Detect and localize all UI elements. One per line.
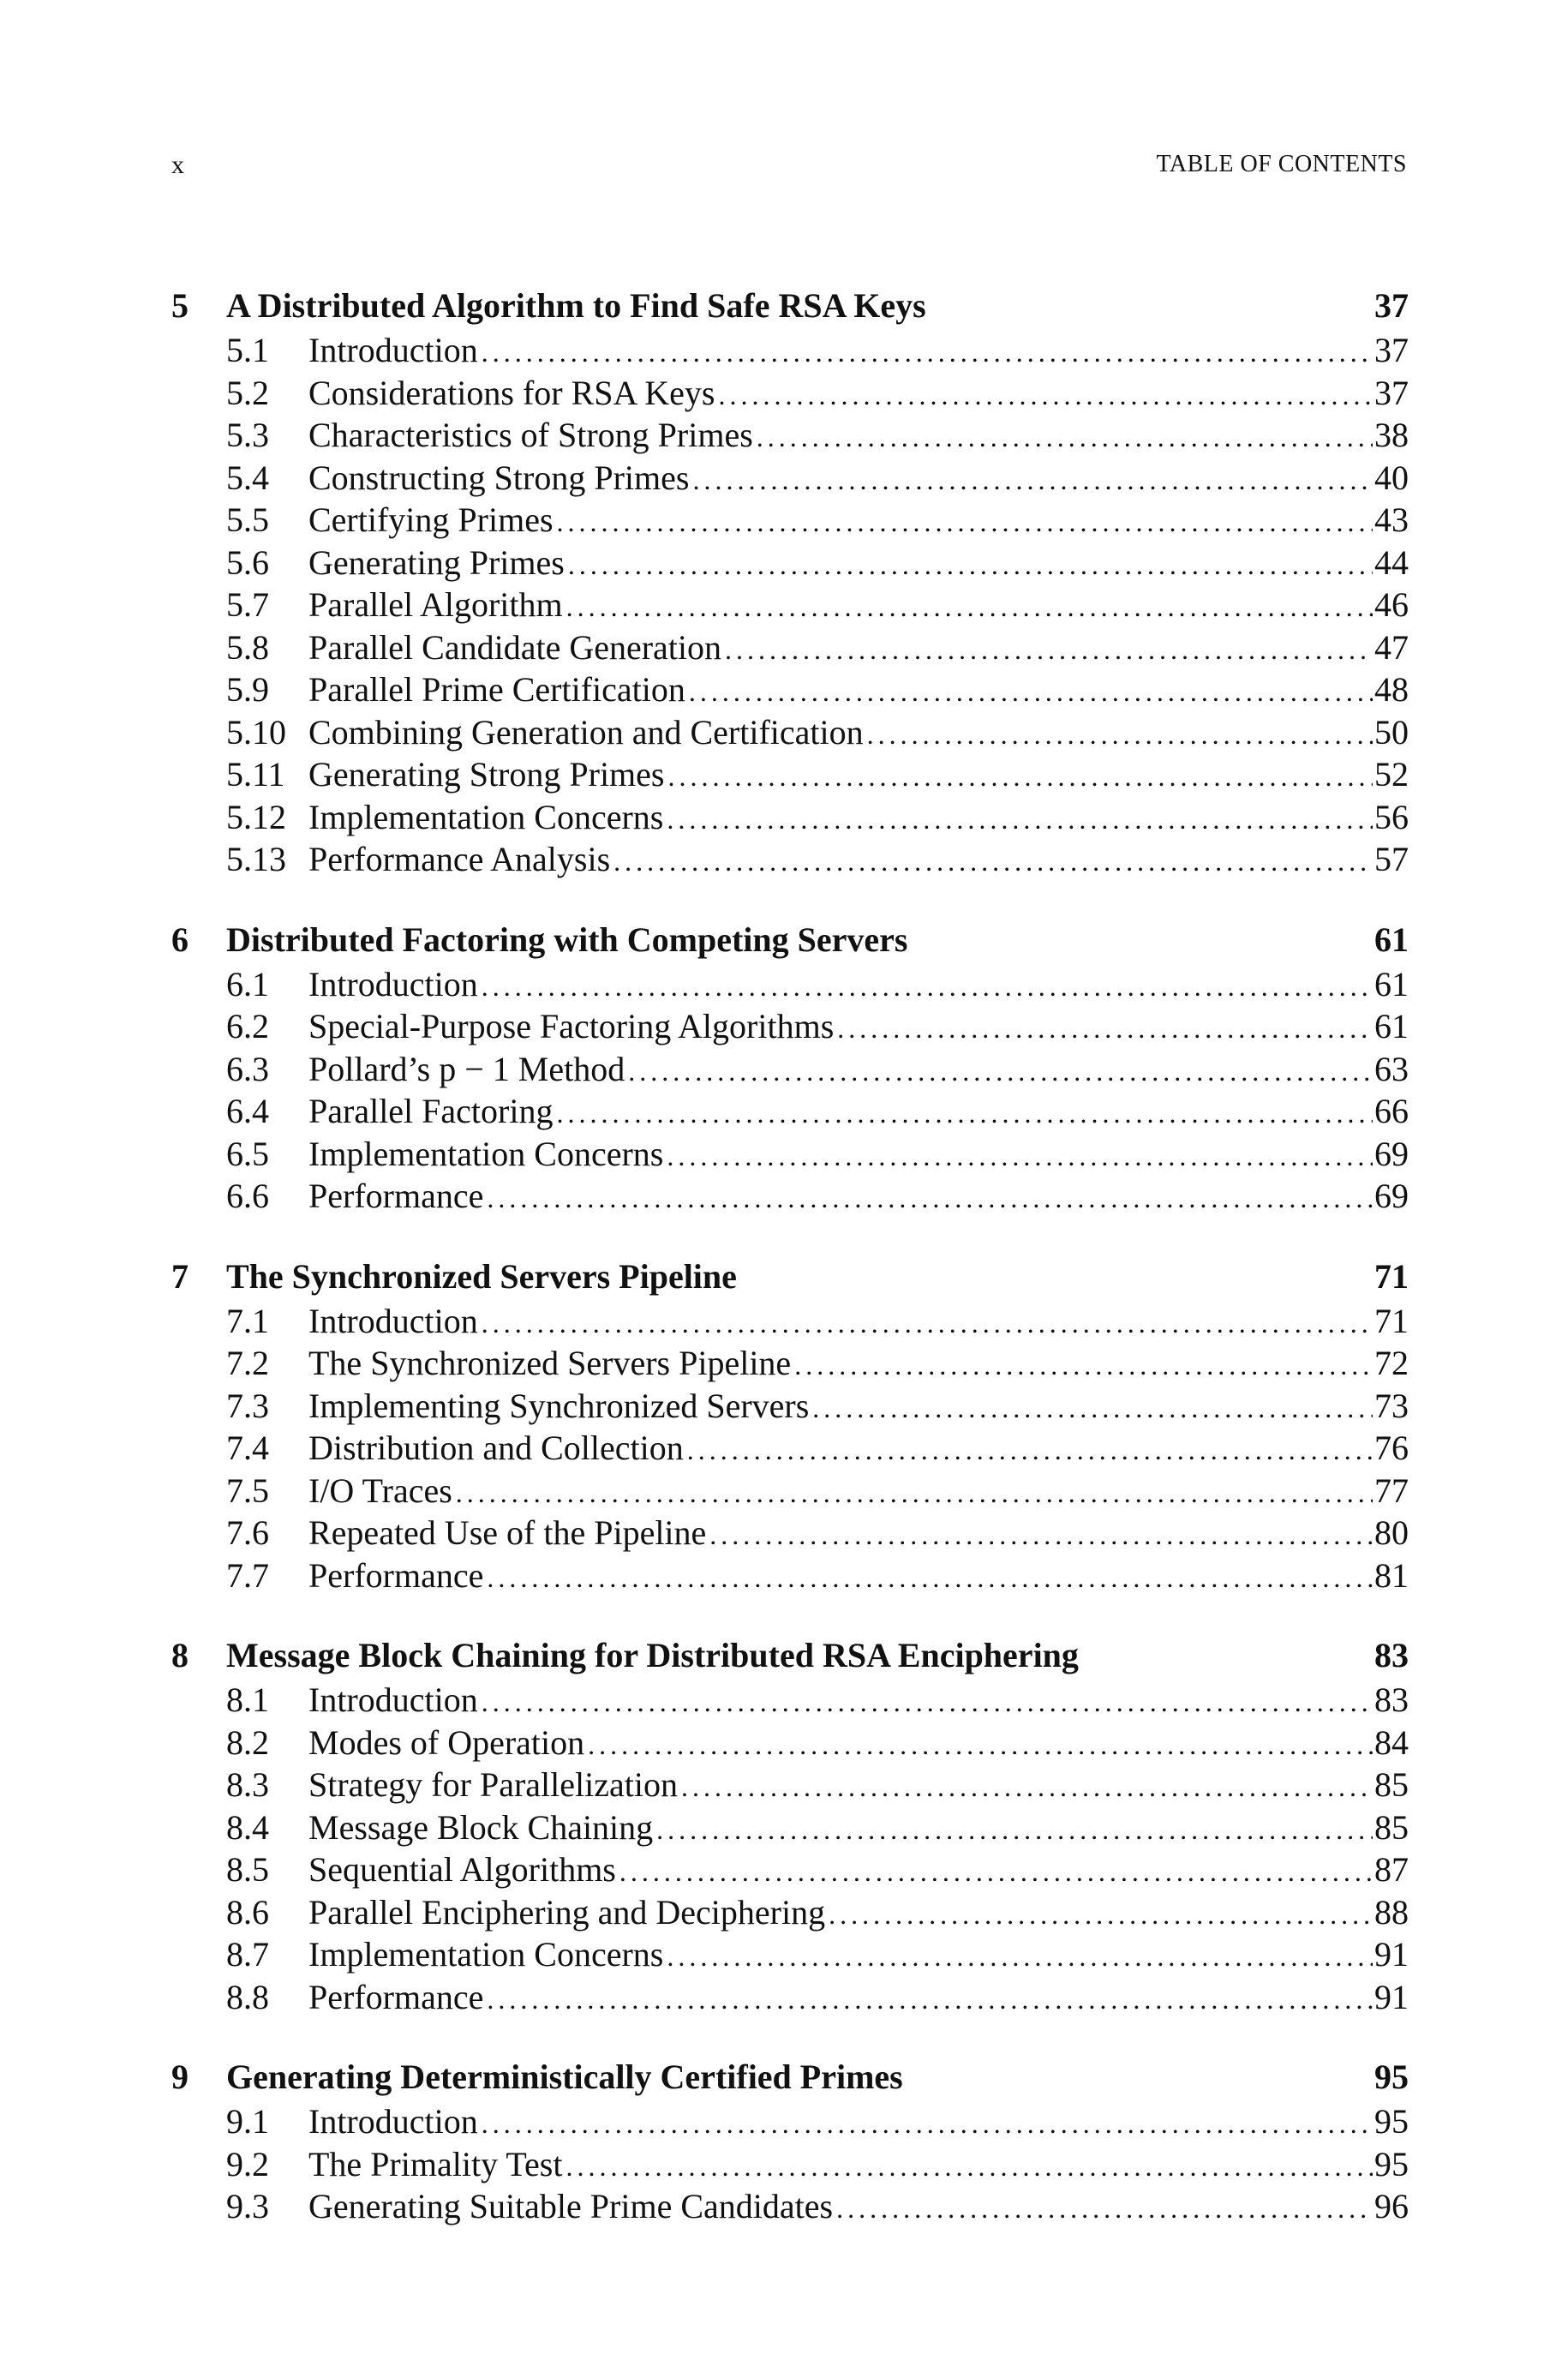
chapter-page-number: 61 xyxy=(1374,919,1409,959)
section-page-number: 87 xyxy=(1374,1850,1409,1889)
dot-leader xyxy=(482,1303,1373,1345)
section-number: 8.5 xyxy=(226,1850,269,1889)
section-title: Modes of Operation xyxy=(308,1722,585,1762)
dot-leader xyxy=(667,799,1373,842)
section-title: Distribution and Collection xyxy=(308,1429,684,1467)
toc-entry[interactable] xyxy=(171,1554,1409,1597)
section-number: 6.5 xyxy=(226,1134,269,1173)
section-title: Performance xyxy=(308,1177,484,1215)
section-number: 5.5 xyxy=(226,500,269,539)
dot-leader xyxy=(482,332,1373,374)
section-number: 8.7 xyxy=(226,1935,269,1974)
chapter-title: Distributed Factoring with Competing Servers xyxy=(226,919,908,959)
dot-leader xyxy=(487,1177,1373,1220)
section-page-number: 63 xyxy=(1374,1049,1409,1088)
chapter-heading[interactable] xyxy=(171,1632,1409,1679)
section-page-number: 47 xyxy=(1374,627,1409,667)
section-number: 7.1 xyxy=(226,1301,269,1340)
section-title: Introduction xyxy=(308,1301,478,1340)
toc-entry[interactable] xyxy=(171,668,1409,711)
chapter-number: 9 xyxy=(171,2058,189,2096)
section-title: Introduction xyxy=(308,1680,478,1719)
section-number: 7.4 xyxy=(226,1429,269,1467)
chapter-heading[interactable] xyxy=(171,1254,1409,1300)
section-page-number: 72 xyxy=(1374,1344,1409,1382)
chapter-block xyxy=(171,283,1409,881)
section-number: 6.4 xyxy=(226,1092,269,1130)
section-page-number: 88 xyxy=(1374,1892,1409,1932)
section-number: 6.1 xyxy=(226,964,269,1003)
toc-entry[interactable] xyxy=(171,1470,1409,1512)
chapter-page-number: 37 xyxy=(1374,286,1409,325)
section-number: 5.2 xyxy=(226,373,269,412)
toc-entry[interactable] xyxy=(171,1976,1409,2019)
toc-entry[interactable] xyxy=(171,1722,1409,1764)
dot-leader xyxy=(487,1557,1373,1600)
toc-entry[interactable] xyxy=(171,329,1409,372)
chapter-page-number: 95 xyxy=(1374,2058,1409,2096)
chapter-block xyxy=(171,1254,1409,1597)
toc-entry[interactable] xyxy=(171,753,1409,796)
section-number: 7.5 xyxy=(226,1471,269,1510)
section-title: Implementation Concerns xyxy=(308,1134,664,1173)
section-title: Certifying Primes xyxy=(308,500,554,539)
section-title: Introduction xyxy=(308,331,478,369)
chapter-heading[interactable] xyxy=(171,2054,1409,2100)
section-number: 6.2 xyxy=(226,1007,269,1045)
section-number: 8.3 xyxy=(226,1765,269,1804)
section-title: Parallel Algorithm xyxy=(308,585,563,624)
chapter-block xyxy=(171,2054,1409,2228)
dot-leader xyxy=(667,1135,1373,1178)
dot-leader xyxy=(556,1093,1373,1135)
dot-leader xyxy=(588,1724,1373,1767)
section-page-number: 96 xyxy=(1374,2187,1409,2225)
section-number: 5.7 xyxy=(226,585,269,624)
dot-leader xyxy=(757,416,1373,459)
section-number: 6.6 xyxy=(226,1177,269,1215)
toc-entry[interactable] xyxy=(171,372,1409,415)
toc-entry[interactable] xyxy=(171,542,1409,584)
dot-leader xyxy=(613,841,1373,884)
section-number: 7.7 xyxy=(226,1555,269,1595)
chapter-title: Generating Deterministically Certified Primes xyxy=(226,2058,903,2096)
dot-leader xyxy=(487,1979,1373,2022)
dot-leader xyxy=(619,1851,1373,1894)
section-page-number: 57 xyxy=(1374,840,1409,878)
section-page-number: 69 xyxy=(1374,1177,1409,1215)
toc-entry[interactable] xyxy=(171,838,1409,881)
section-title: Performance Analysis xyxy=(308,840,611,878)
chapter-block xyxy=(171,1632,1409,2018)
dot-leader xyxy=(812,1387,1373,1430)
dot-leader xyxy=(837,1008,1373,1051)
dot-leader xyxy=(829,1894,1373,1937)
section-title: Parallel Candidate Generation xyxy=(308,627,722,667)
section-title: Combining Generation and Certification xyxy=(308,712,864,752)
section-number: 6.3 xyxy=(226,1049,269,1088)
section-page-number: 84 xyxy=(1374,1722,1409,1762)
dot-leader xyxy=(482,1681,1373,1724)
dot-leader xyxy=(667,1936,1373,1979)
chapter-number: 7 xyxy=(171,1256,189,1296)
section-page-number: 85 xyxy=(1374,1807,1409,1847)
chapter-title: Message Block Chaining for Distributed RSA Enciphering xyxy=(226,1636,1079,1674)
dot-leader xyxy=(566,2146,1373,2189)
toc-entry[interactable] xyxy=(171,1933,1409,1976)
section-number: 9.2 xyxy=(226,2144,269,2183)
section-number: 7.2 xyxy=(226,1344,269,1382)
section-title: Characteristics of Strong Primes xyxy=(308,416,753,454)
section-number: 8.8 xyxy=(226,1977,269,2016)
section-page-number: 69 xyxy=(1374,1134,1409,1173)
section-page-number: 81 xyxy=(1374,1555,1409,1595)
section-number: 7.6 xyxy=(226,1513,269,1552)
section-title: Special-Purpose Factoring Algorithms xyxy=(308,1007,835,1045)
section-number: 5.3 xyxy=(226,416,269,454)
section-title: I/O Traces xyxy=(308,1471,452,1510)
section-title: The Synchronized Servers Pipeline xyxy=(308,1344,792,1382)
section-title: Parallel Factoring xyxy=(308,1092,554,1130)
section-number: 7.3 xyxy=(226,1386,269,1425)
section-title: Parallel Prime Certification xyxy=(308,670,685,709)
section-title: The Primality Test xyxy=(308,2144,563,2183)
section-title: Sequential Algorithms xyxy=(308,1850,616,1889)
dot-leader xyxy=(718,374,1373,417)
toc-entry[interactable] xyxy=(171,1300,1409,1343)
section-page-number: 85 xyxy=(1374,1765,1409,1804)
dot-leader xyxy=(709,1514,1373,1557)
section-page-number: 37 xyxy=(1374,331,1409,369)
section-title: Implementing Synchronized Servers xyxy=(308,1386,810,1425)
chapter-heading[interactable] xyxy=(171,283,1409,329)
toc-entry[interactable] xyxy=(171,499,1409,542)
dot-leader xyxy=(725,629,1373,672)
dot-leader xyxy=(794,1345,1373,1387)
section-title: Pollard’s p − 1 Method xyxy=(308,1049,625,1088)
section-number: 5.4 xyxy=(226,458,269,497)
toc-entry[interactable] xyxy=(171,1090,1409,1133)
dot-leader xyxy=(656,1809,1373,1852)
section-number: 8.4 xyxy=(226,1807,269,1847)
toc-entry[interactable] xyxy=(171,2100,1409,2143)
section-title: Repeated Use of the Pipeline xyxy=(308,1513,707,1552)
dot-leader xyxy=(687,1429,1373,1472)
chapter-title: A Distributed Algorithm to Find Safe RSA Keys xyxy=(226,286,926,325)
running-head: TABLE OF CONTENTS xyxy=(1156,151,1407,177)
section-page-number: 76 xyxy=(1374,1429,1409,1467)
dot-leader xyxy=(681,1766,1373,1809)
section-page-number: 66 xyxy=(1374,1092,1409,1130)
section-page-number: 44 xyxy=(1374,542,1409,582)
toc-entry[interactable] xyxy=(171,1679,1409,1722)
dot-leader xyxy=(482,2103,1373,2146)
section-page-number: 91 xyxy=(1374,1977,1409,2016)
section-number: 5.6 xyxy=(226,542,269,582)
section-title: Implementation Concerns xyxy=(308,1935,664,1974)
section-page-number: 71 xyxy=(1374,1301,1409,1340)
chapter-number: 8 xyxy=(171,1636,189,1674)
chapter-heading[interactable] xyxy=(171,917,1409,963)
section-number: 5.9 xyxy=(226,670,269,709)
chapter-page-number: 83 xyxy=(1374,1636,1409,1674)
section-page-number: 43 xyxy=(1374,500,1409,539)
toc-entry[interactable] xyxy=(171,414,1409,457)
dot-leader xyxy=(689,671,1373,714)
section-page-number: 95 xyxy=(1374,2144,1409,2183)
chapter-block xyxy=(171,917,1409,1218)
chapter-title: The Synchronized Servers Pipeline xyxy=(226,1256,737,1296)
section-title: Performance xyxy=(308,1555,484,1595)
toc-entry[interactable] xyxy=(171,796,1409,839)
toc-entry[interactable] xyxy=(171,1806,1409,1849)
section-title: Strategy for Parallelization xyxy=(308,1765,678,1804)
section-number: 5.12 xyxy=(226,797,286,836)
section-title: Message Block Chaining xyxy=(308,1807,654,1847)
toc-entry[interactable] xyxy=(171,2143,1409,2186)
toc-entry[interactable] xyxy=(171,1005,1409,1048)
section-title: Generating Suitable Prime Candidates xyxy=(308,2187,834,2225)
section-page-number: 91 xyxy=(1374,1935,1409,1974)
section-title: Introduction xyxy=(308,964,478,1003)
dot-leader xyxy=(456,1472,1373,1515)
section-page-number: 38 xyxy=(1374,416,1409,454)
dot-leader xyxy=(568,544,1373,587)
table-of-contents xyxy=(171,283,1409,2264)
section-page-number: 48 xyxy=(1374,670,1409,709)
section-page-number: 52 xyxy=(1374,755,1409,794)
section-page-number: 40 xyxy=(1374,458,1409,497)
section-page-number: 50 xyxy=(1374,712,1409,752)
section-page-number: 56 xyxy=(1374,797,1409,836)
section-page-number: 61 xyxy=(1374,1007,1409,1045)
section-page-number: 46 xyxy=(1374,585,1409,624)
section-title: Implementation Concerns xyxy=(308,797,664,836)
toc-entry[interactable] xyxy=(171,1512,1409,1554)
toc-entry[interactable] xyxy=(171,1385,1409,1428)
section-number: 8.1 xyxy=(226,1680,269,1719)
chapter-number: 5 xyxy=(171,286,189,325)
section-number: 8.6 xyxy=(226,1892,269,1932)
section-page-number: 37 xyxy=(1374,373,1409,412)
section-page-number: 80 xyxy=(1374,1513,1409,1552)
section-number: 9.1 xyxy=(226,2102,269,2141)
section-title: Generating Strong Primes xyxy=(308,755,665,794)
toc-entry[interactable] xyxy=(171,1175,1409,1218)
toc-entry[interactable] xyxy=(171,1342,1409,1385)
section-number: 5.1 xyxy=(226,331,269,369)
section-page-number: 77 xyxy=(1374,1471,1409,1510)
toc-entry[interactable] xyxy=(171,711,1409,754)
section-number: 8.2 xyxy=(226,1722,269,1762)
chapter-number: 6 xyxy=(171,919,189,959)
dot-leader xyxy=(557,501,1373,544)
section-page-number: 83 xyxy=(1374,1680,1409,1719)
section-page-number: 73 xyxy=(1374,1386,1409,1425)
section-title: Introduction xyxy=(308,2102,478,2141)
page-number: x xyxy=(171,151,184,179)
section-page-number: 61 xyxy=(1374,964,1409,1003)
dot-leader xyxy=(836,2188,1373,2231)
dot-leader xyxy=(867,714,1373,757)
section-number: 5.11 xyxy=(226,755,285,794)
section-title: Constructing Strong Primes xyxy=(308,458,690,497)
section-number: 5.10 xyxy=(226,712,286,752)
chapter-page-number: 71 xyxy=(1374,1256,1409,1296)
toc-entry[interactable] xyxy=(171,963,1409,1006)
section-title: Performance xyxy=(308,1977,484,2016)
toc-entry[interactable] xyxy=(171,1848,1409,1891)
section-title: Parallel Enciphering and Deciphering xyxy=(308,1892,826,1932)
dot-leader xyxy=(692,459,1373,502)
toc-entry[interactable] xyxy=(171,457,1409,500)
toc-entry[interactable] xyxy=(171,1048,1409,1091)
section-number: 5.8 xyxy=(226,627,269,667)
section-number: 9.3 xyxy=(226,2187,269,2225)
section-number: 5.13 xyxy=(226,840,286,878)
toc-entry[interactable] xyxy=(171,1764,1409,1806)
toc-entry[interactable] xyxy=(171,1891,1409,1934)
dot-leader xyxy=(668,756,1373,799)
section-page-number: 95 xyxy=(1374,2102,1409,2141)
toc-entry[interactable] xyxy=(171,1133,1409,1176)
dot-leader xyxy=(628,1051,1373,1093)
dot-leader xyxy=(482,966,1373,1009)
dot-leader xyxy=(566,586,1373,629)
section-title: Considerations for RSA Keys xyxy=(308,373,715,412)
section-title: Generating Primes xyxy=(308,542,565,582)
toc-entry[interactable] xyxy=(171,1427,1409,1470)
toc-entry[interactable] xyxy=(171,584,1409,626)
toc-entry[interactable] xyxy=(171,2185,1409,2228)
toc-entry[interactable] xyxy=(171,626,1409,669)
